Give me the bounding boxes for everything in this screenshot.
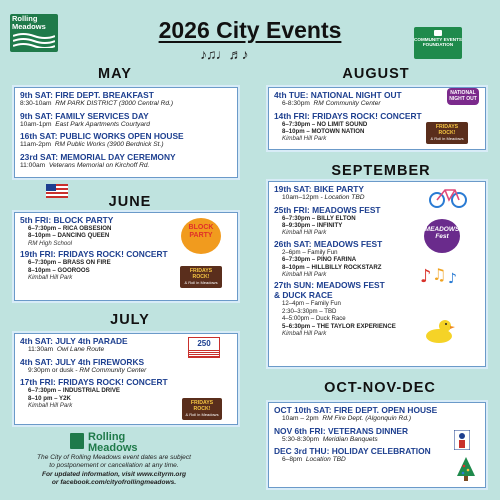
event-set: 5–6:30pm – THE TAYLOR EXPERIENCE — [282, 322, 396, 330]
event-time: 10am-1pm — [20, 120, 52, 128]
event-set: 4–5:00pm – Duck Race — [282, 315, 346, 323]
event-set: 12–4pm – Family Fun — [282, 300, 341, 308]
month-june-heading: JUNE — [108, 194, 152, 210]
month-august-heading: AUGUST — [342, 66, 410, 82]
event-time: 6–8pm — [282, 456, 303, 464]
event-set: 8–10 pm – Y2K — [28, 394, 71, 402]
america-250-badge — [188, 337, 220, 358]
badge-sub: & Roll in Meadows — [185, 412, 219, 417]
footer-line: The City of Rolling Meadows event dates are subject — [37, 454, 191, 461]
footer-logo — [88, 432, 148, 453]
event-detail — [20, 121, 232, 130]
footer-text — [14, 454, 214, 488]
veterans-icon — [454, 430, 470, 450]
event-title: 17th FRI: FRIDAYS ROCK! CONCERT — [20, 377, 168, 388]
event-item — [274, 426, 480, 445]
badge-sub: & Roll in Meadows — [184, 280, 218, 285]
event-title: 5th FRI: BLOCK PARTY — [20, 215, 114, 225]
event-set: 6–7:30pm – INDUSTRIAL DRIVE — [28, 387, 120, 395]
footer-line: to postponement or cancellation at any time. — [49, 462, 179, 470]
event-item — [274, 405, 480, 424]
event-detail — [274, 436, 480, 445]
event-detail — [20, 162, 232, 171]
fridays-rock-badge — [426, 122, 468, 144]
event-item — [20, 357, 232, 376]
event-set: 6–7:30pm – RICA OBSESION — [28, 225, 112, 232]
footer-logo-text: Rolling Meadows — [88, 431, 138, 454]
national-night-out-badge: NATIONAL NIGHT OUT — [447, 88, 479, 105]
christmas-tree-icon — [456, 456, 476, 482]
event-detail — [20, 100, 232, 109]
badge-main: FRIDAYS ROCK! — [435, 124, 459, 136]
stripes — [189, 350, 219, 357]
event-set: 8–10pm – HILLBILLY ROCKSTARZ — [282, 263, 382, 271]
event-title: 19th SAT: BIKE PARTY — [274, 184, 364, 194]
community-events-foundation-logo — [414, 27, 462, 59]
music-notes-icon: ♪♫♩♬♪ — [200, 46, 248, 62]
footer-line: For updated information, visit www.cityrm.org — [41, 470, 187, 478]
event-title: 9th SAT: FIRE DEPT. BREAKFAST — [20, 90, 154, 100]
us-flag-icon — [46, 184, 68, 198]
event-item — [20, 131, 232, 150]
event-location: Kimball Hill Park — [282, 135, 327, 143]
event-title: 9th SAT: FAMILY SERVICES DAY — [20, 110, 149, 121]
fridays-rock-badge — [182, 398, 222, 420]
event-location: RM High School — [28, 239, 73, 247]
block-party-badge: BLOCK PARTY — [181, 218, 221, 254]
waves-icon — [13, 32, 55, 48]
event-time: 5:30-8:30pm — [282, 435, 320, 443]
event-location: - Location TBD — [320, 194, 365, 201]
badge-sub: & Roll in Meadows — [430, 136, 464, 141]
event-location: RM PARK DISTRICT (3000 Central Rd.) — [55, 100, 174, 107]
svg-text:♫: ♫ — [432, 265, 447, 284]
event-title: 4th TUE: NATIONAL NIGHT OUT — [274, 90, 402, 100]
footer-line: or facebook.com/cityofrollingmeadows. — [51, 479, 177, 487]
may-events-box — [14, 87, 238, 178]
event-location: RM Community Center — [313, 100, 381, 107]
event-location: Location TBD — [305, 456, 346, 464]
event-location: Veterans Memorial on Kirchoff Rd. — [48, 161, 150, 169]
fridays-rock-badge — [180, 266, 222, 288]
event-title: 23rd SAT: MEMORIAL DAY CEREMONY — [20, 151, 176, 162]
event-time: 8:30-10am — [20, 100, 52, 107]
event-title-line2: & DUCK RACE — [274, 290, 333, 301]
badge-main: FRIDAYS ROCK! — [190, 400, 214, 412]
event-location: Kimball Hill Park — [28, 274, 73, 282]
event-title: 4th SAT: JULY 4th PARADE — [20, 336, 128, 346]
event-set: 6–7:30pm – NO LIMIT SOUND — [282, 120, 368, 128]
event-location: Kimball Hill Park — [28, 402, 73, 409]
event-set: 6–7:30pm – PINO FARINA — [282, 256, 357, 264]
event-title: 25th FRI: MEADOWS FEST — [274, 204, 381, 215]
bicycle-icon — [428, 185, 468, 209]
event-set: 2–6pm – Family Fun — [282, 248, 338, 256]
event-time: 11:30am — [28, 346, 54, 353]
event-item — [274, 446, 480, 465]
flag-icon — [434, 30, 442, 36]
event-location: - RM Community Center — [75, 366, 147, 374]
event-title: 26th SAT: MEADOWS FEST — [274, 238, 383, 249]
event-time: 10am – 2pm — [282, 415, 319, 422]
event-location: Kimball Hill Park — [282, 330, 327, 338]
event-set: 8–10pm – DANCING QUEEN — [28, 232, 110, 240]
event-title: 27th SUN: MEADOWS FEST — [274, 280, 385, 291]
meadows-fest-badge: MEADOWS Fest — [424, 219, 460, 253]
event-detail — [20, 367, 232, 376]
svg-text:♪: ♪ — [448, 271, 457, 287]
waves-icon — [70, 433, 84, 449]
event-location: Owl Lane Route — [56, 346, 105, 353]
event-time: 10am–12pm — [282, 194, 319, 201]
rubber-duck-icon — [424, 316, 456, 344]
event-item — [20, 90, 232, 109]
event-set: 8–10pm – MOTOWN NATION — [282, 128, 365, 135]
event-time: 6-8:30pm — [282, 100, 310, 107]
event-location: RM Public Works (3900 Berdnick St.) — [54, 141, 164, 149]
event-title: 16th SAT: PUBLIC WORKS OPEN HOUSE — [20, 131, 184, 142]
event-time: 9:30pm or dusk — [28, 366, 74, 374]
event-time: 11am-2pm — [20, 141, 52, 149]
event-title: 14th FRI: FRIDAYS ROCK! CONCERT — [274, 110, 422, 121]
event-detail — [274, 415, 480, 424]
logo-text: COMMUNITY EVENTS FOUNDATION — [414, 37, 462, 48]
badge-main: FRIDAYS ROCK! — [189, 268, 213, 280]
event-item — [20, 152, 232, 171]
event-title: OCT 10th SAT: FIRE DEPT. OPEN HOUSE — [274, 405, 438, 415]
music-notes-icon — [420, 265, 462, 287]
event-set: 8–10pm – GOOROOS — [28, 266, 90, 274]
event-set: 2:30–3:30pm – TBD — [282, 307, 337, 315]
month-oct-nov-dec-heading: OCT-NOV-DEC — [324, 380, 436, 396]
event-location: Meridian Banquets — [322, 435, 378, 443]
event-detail — [20, 141, 232, 150]
event-location: Kimball Hill Park — [282, 229, 327, 237]
event-location: East Park Apartments Courtyard — [55, 120, 150, 128]
event-title: DEC 3rd THU: HOLIDAY CELEBRATION — [274, 446, 431, 457]
svg-text:♪: ♪ — [420, 266, 432, 287]
event-set: 6–7:30pm – BRASS ON FIRE — [28, 259, 111, 267]
badge-text: 250 — [197, 339, 211, 348]
month-may-heading: MAY — [98, 66, 132, 82]
event-item — [20, 111, 232, 130]
event-title: 19th FRI: FRIDAYS ROCK! CONCERT — [20, 249, 168, 260]
event-set: 8–9:30pm – INFINITY — [282, 222, 343, 229]
event-set: 6–7:30pm – BILLY ELTON — [282, 214, 356, 222]
page-title: 2026 City Events — [158, 17, 342, 43]
event-time: 11:00am — [20, 161, 46, 169]
event-title: 4th SAT: JULY 4th FIREWORKS — [20, 356, 145, 367]
month-july-heading: JULY — [110, 312, 150, 328]
month-september-heading: SEPTEMBER — [331, 163, 431, 179]
logo-text: Rolling Meadows — [12, 14, 46, 31]
event-location: RM Fire Dept. (Algonquin Rd.) — [322, 415, 412, 422]
event-detail — [274, 456, 480, 465]
rolling-meadows-logo — [10, 14, 58, 52]
event-title: NOV 6th FRI: VETERANS DINNER — [274, 425, 409, 436]
event-location: Kimball Hill Park — [282, 271, 327, 279]
